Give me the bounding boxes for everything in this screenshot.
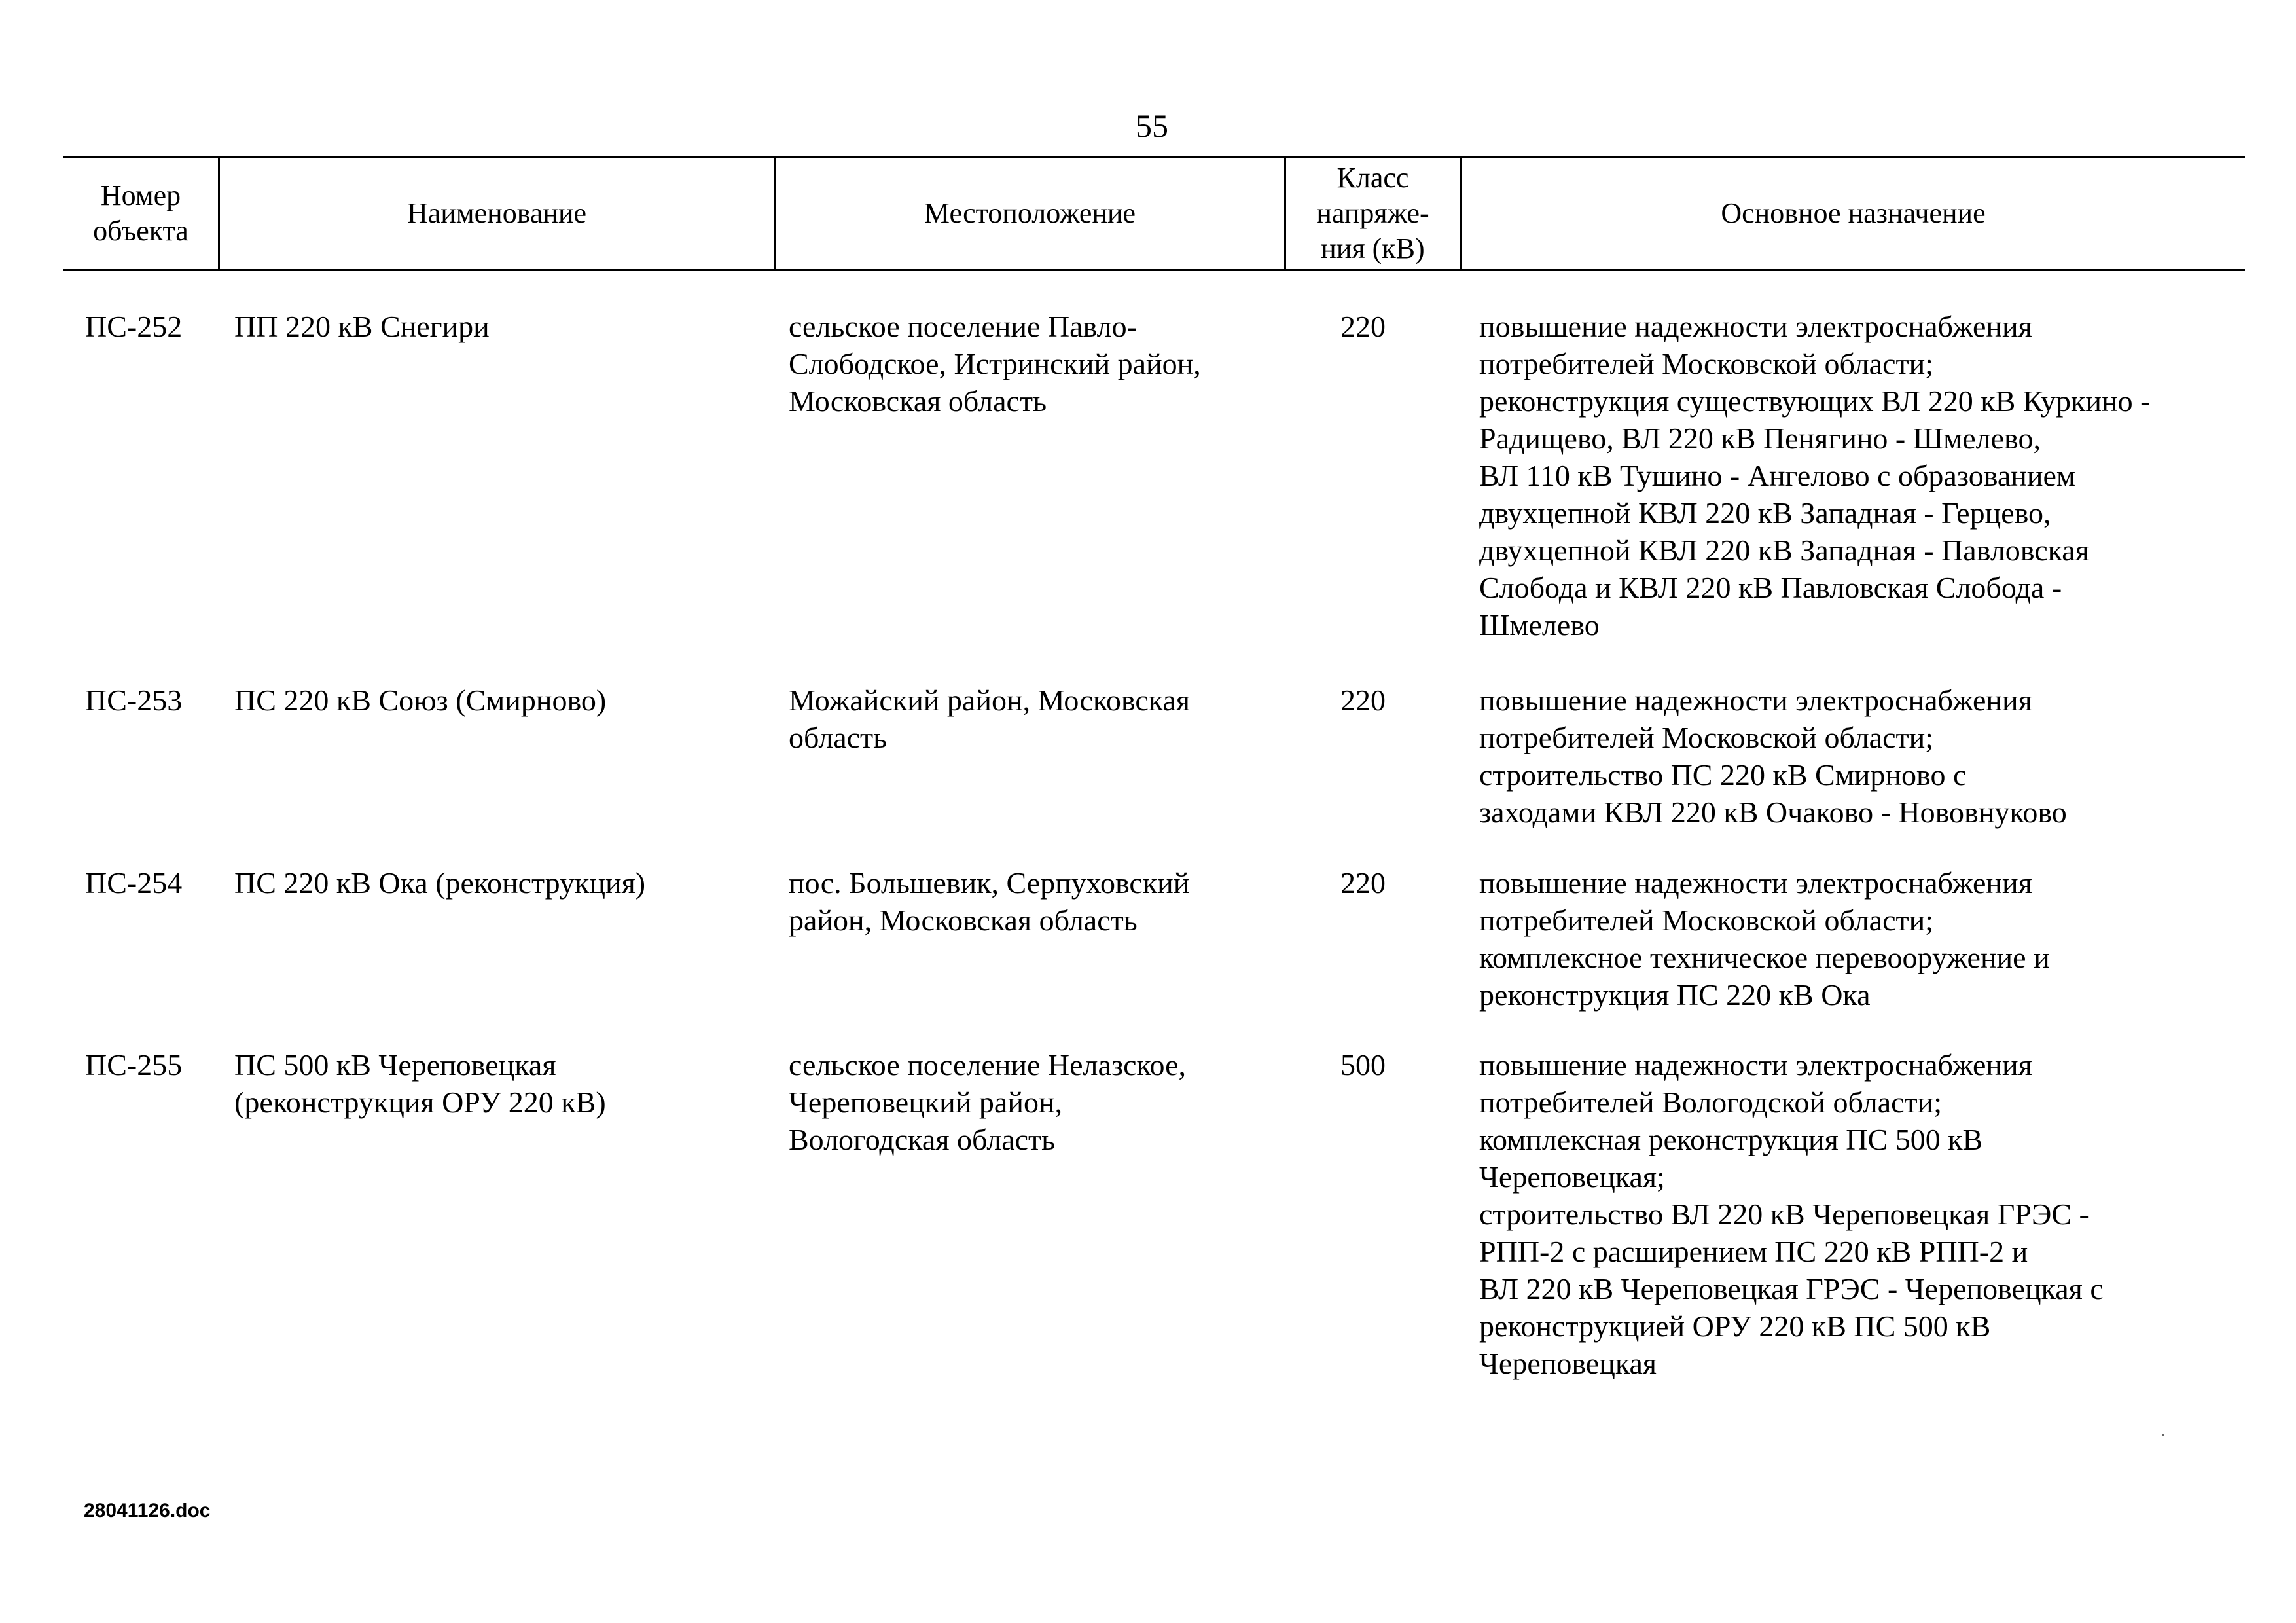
object-name: ПС 220 кВ Ока (реконструкция) <box>234 866 646 900</box>
header-number-line: объекта <box>93 215 188 247</box>
table-header-rule <box>63 269 2245 271</box>
header-voltage-line: ния (кВ) <box>1321 232 1425 264</box>
header-location-label: Местоположение <box>924 197 1136 229</box>
object-location: пос. Большевик, Серпуховский район, Московская область <box>789 866 1190 937</box>
header-number <box>63 158 218 269</box>
object-number: ПС-252 <box>85 310 183 343</box>
object-name: ПС 500 кВ Череповецкая (реконструкция ОРУ 220 кВ) <box>234 1048 606 1119</box>
object-purpose: повышение надежности электроснабжения потребителей Московской области; строительство ПС 220 кВ Смирново с заходами КВЛ 220 кВ Очаково - Нововнуково <box>1479 684 2067 829</box>
page-number: 55 <box>1136 107 1168 144</box>
object-voltage: 500 <box>1340 1048 1386 1082</box>
header-voltage-line: напряже- <box>1316 197 1429 229</box>
object-location: Можайский район, Московская область <box>789 684 1191 754</box>
header-voltage <box>1286 158 1460 269</box>
header-location <box>776 158 1284 269</box>
object-number: ПС-254 <box>85 866 183 900</box>
header-voltage-line: Класс <box>1336 162 1409 194</box>
header-number-line: Номер <box>100 179 181 211</box>
object-voltage: 220 <box>1340 866 1386 900</box>
object-purpose: повышение надежности электроснабжения потребителей Вологодской области; комплексная реконструкция ПС 500 кВ Череповецкая; строительство ВЛ 220 кВ Череповецкая ГРЭС - РПП-2 с расширением ПС 220 кВ РПП-2 и ВЛ 220 кВ Череповецкая ГРЭС - Череповецкая с реконструкцией ОРУ 220 кВ ПС 500 кВ Череповецкая <box>1479 1048 2104 1380</box>
header-purpose-label: Основное назначение <box>1721 197 1986 229</box>
object-location: сельское поселение Павло- Слободское, Истринский район, Московская область <box>789 310 1201 418</box>
object-name: ПС 220 кВ Союз (Смирново) <box>234 684 607 717</box>
document-filename: 28041126.doc <box>84 1500 211 1522</box>
object-voltage: 220 <box>1340 684 1386 717</box>
header-purpose <box>1462 158 2245 269</box>
object-voltage: 220 <box>1340 310 1386 343</box>
header-name <box>220 158 774 269</box>
object-name: ПП 220 кВ Снегири <box>234 310 490 343</box>
object-location: сельское поселение Нелазское, Череповецкий район, Вологодская область <box>789 1048 1187 1156</box>
object-number: ПС-253 <box>85 684 183 717</box>
scan-speck <box>2162 1434 2164 1436</box>
header-name-label: Наименование <box>406 197 587 229</box>
object-purpose: повышение надежности электроснабжения потребителей Московской области; комплексное техническое перевооружение и реконструкция ПС 220 кВ Ока <box>1479 866 2050 1012</box>
object-purpose: повышение надежности электроснабжения потребителей Московской области; реконструкция существующих ВЛ 220 кВ Куркино - Радищево, ВЛ 220 кВ Пенягино - Шмелево, ВЛ 110 кВ Тушино - Ангелово с образованием двухцепной КВЛ 220 кВ Западная - Герцево, двухцепной КВЛ 220 кВ Западная - Павловская Слобода и КВЛ 220 кВ Павловская Слобода - Шмелево <box>1479 310 2151 642</box>
object-number: ПС-255 <box>85 1048 183 1082</box>
